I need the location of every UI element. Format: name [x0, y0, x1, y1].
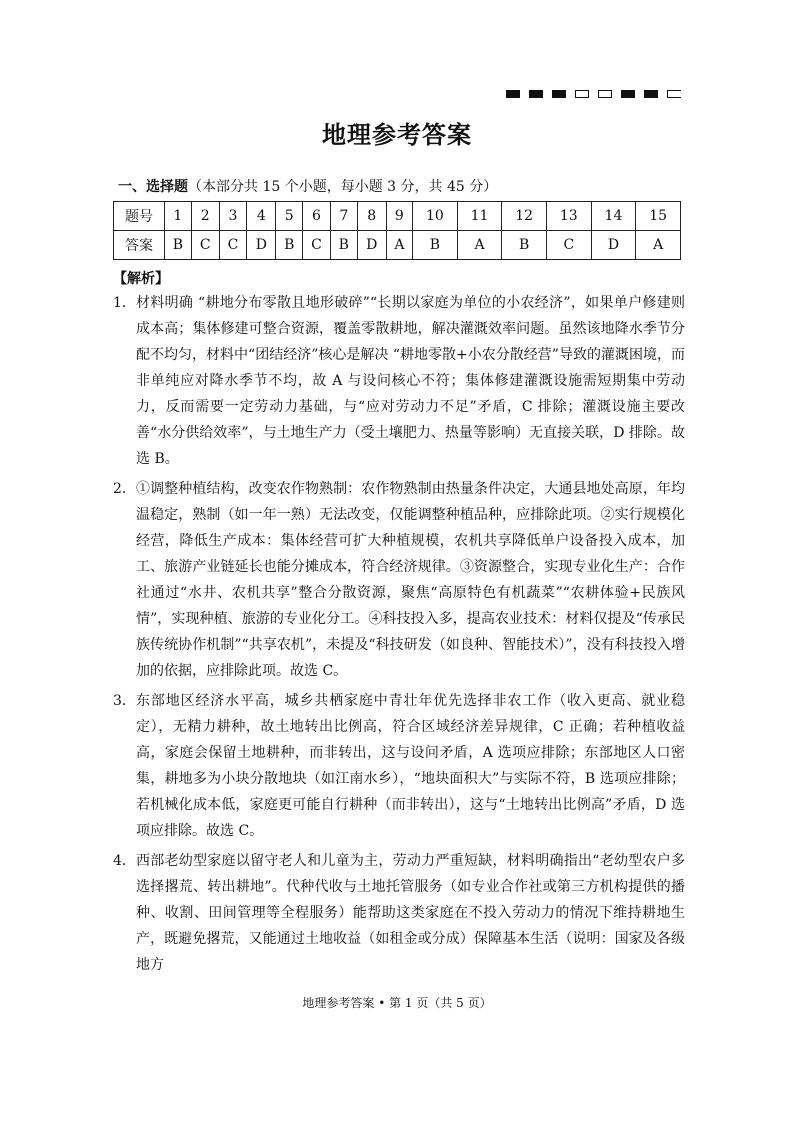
question-number: 3 — [219, 202, 247, 231]
item-number: 1． — [113, 295, 136, 311]
answer-cell: D — [357, 231, 386, 260]
header-marks — [506, 90, 682, 100]
analysis-item — [113, 290, 685, 472]
question-number: 8 — [357, 202, 386, 231]
analysis-item — [113, 688, 685, 844]
item-number: 3． — [113, 693, 136, 709]
answer-cell: B — [502, 231, 547, 260]
answer-cell: C — [191, 231, 219, 260]
item-number: 4． — [113, 853, 136, 869]
answer-cell: B — [413, 231, 458, 260]
item-number: 2． — [113, 481, 136, 497]
analysis-item — [113, 848, 685, 978]
section-number: 一、 — [118, 179, 146, 195]
item-text: 东部地区经济水平高，城乡共栖家庭中青壮年优先选择非农工作（收入更高、就业稳定），无精力耕种，故土地转出比例高，符合区域经济差异规律，C 正确；若种植收益高，家庭会保留土地耕种，而非转出，这与设问矛盾，A 选项应排除；东部地区人口密集，耕地多为小块分散地块（如江南水乡），“地块面积大”与实际不符，B 选项应排除；若机械化成本低，家庭更可能自行耕种（而非转出），这与“土地转出比例高”矛盾，D 选项应排除。故选 C。 — [136, 693, 685, 839]
row-label: 答案 — [114, 231, 165, 260]
answer-cell: D — [591, 231, 636, 260]
header-mark — [575, 90, 589, 98]
question-number: 4 — [247, 202, 276, 231]
section-name: 选择题 — [146, 179, 188, 195]
question-number: 1 — [165, 202, 192, 231]
item-text: 材料明确 “耕地分布零散且地形破碎”“长期以家庭为单位的小农经济”，如果单户修建则成本高；集体修建可整合资源，覆盖零散耕地，解决灌溉效率问题。虽然该地降水季节分配不均匀，材料中“团结经济”核心是解决 “耕地零散+小农分散经营”导致的灌溉困境，而非单纯应对降水季节不均，故 A 与设问核心不符；集体修建灌溉设施需短期集中劳动力，反而需要一定劳动力基础，与“应对劳动力不足”矛盾，C 排除；灌溉设施主要改善“水分供给效率”，与土地生产力（受土壤肥力、热量等影响）无直接关联，D 排除。故选 B。 — [136, 295, 685, 467]
analysis-items — [113, 290, 685, 982]
answer-cell: C — [546, 231, 591, 260]
question-number: 6 — [303, 202, 331, 231]
answer-cell: B — [276, 231, 303, 260]
answer-row — [114, 231, 681, 260]
answer-cell: A — [386, 231, 412, 260]
section-note: （本部分共 15 个小题，每小题 3 分，共 45 分） — [188, 179, 498, 195]
answer-cell: A — [636, 231, 681, 260]
page-footer: 地理参考答案 • 第 1 页（共 5 页） — [302, 996, 492, 1010]
question-number: 7 — [330, 202, 357, 231]
page-title: 地理参考答案 — [322, 120, 472, 149]
answer-cell: C — [303, 231, 331, 260]
question-number: 10 — [413, 202, 458, 231]
question-number: 15 — [636, 202, 681, 231]
question-number: 14 — [591, 202, 636, 231]
question-number-row — [114, 202, 681, 231]
answer-table — [113, 201, 681, 260]
section-heading — [118, 176, 497, 196]
answer-cell: B — [330, 231, 357, 260]
question-number: 12 — [502, 202, 547, 231]
question-number: 13 — [546, 202, 591, 231]
analysis-item — [113, 476, 685, 684]
header-mark — [644, 90, 658, 98]
question-number: 11 — [457, 202, 502, 231]
header-mark — [667, 90, 681, 98]
row-label: 题号 — [114, 202, 165, 231]
answer-cell: A — [457, 231, 502, 260]
question-number: 2 — [191, 202, 219, 231]
analysis-label: 【解析】 — [113, 271, 169, 287]
header-mark — [529, 90, 543, 98]
answer-cell: C — [219, 231, 247, 260]
question-number: 5 — [276, 202, 303, 231]
answer-cell: D — [247, 231, 276, 260]
item-text: ①调整种植结构，改变农作物熟制：农作物熟制由热量条件决定，大通县地处高原，年均温稳定，熟制（如一年一熟）无法改变，仅能调整种植品种，应排除此项。②实行规模化经营，降低生产成本：集体经营可扩大种植规模，农机共享降低单户设备投入成本，加工、旅游产业链延长也能分摊成本，符合经济规律。③资源整合，实现专业化生产：合作社通过“水井、农机共享”整合分散资源，聚焦“高原特色有机蔬菜”“农耕体验+民族风情”，实现种植、旅游的专业化分工。④科技投入多，提高农业技术：材料仅提及“传承民族传统协作机制”“共享农机”，未提及“科技研发（如良种、智能技术）”，没有科技投入增加的依据，应排除此项。故选 C。 — [136, 481, 685, 679]
item-text: 西部老幼型家庭以留守老人和儿童为主，劳动力严重短缺，材料明确指出“老幼型农户多选择撂荒、转出耕地”。代种代收与土地托管服务（如专业合作社或第三方机构提供的播种、收割、田间管理等全程服务）能帮助这类家庭在不投入劳动力的情况下维持耕地生产，既避免撂荒，又能通过土地收益（如租金或分成）保障基本生活（说明：国家及各级地方 — [136, 853, 685, 973]
header-mark — [552, 90, 566, 98]
header-mark — [598, 90, 612, 98]
header-mark — [506, 90, 520, 98]
answer-cell: B — [165, 231, 192, 260]
question-number: 9 — [386, 202, 412, 231]
header-mark — [621, 90, 635, 98]
